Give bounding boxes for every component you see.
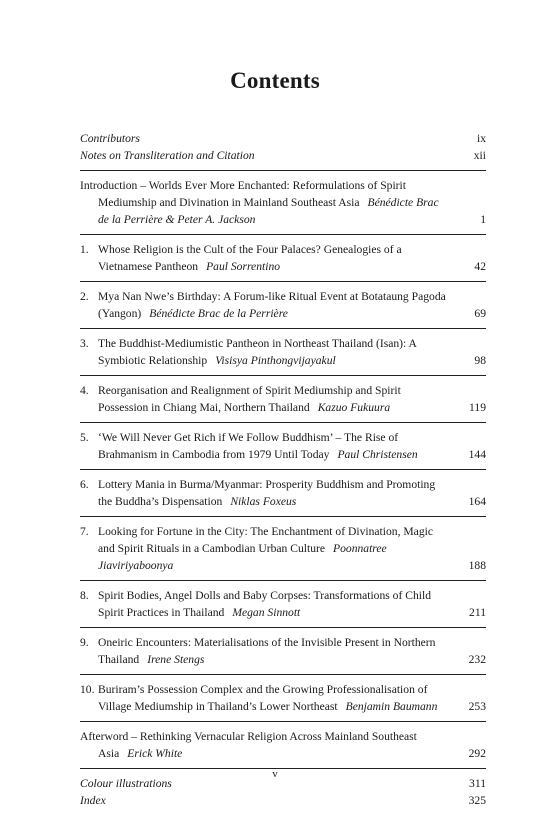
- entry-author: Megan Sinnott: [232, 606, 301, 619]
- entry-page: 69: [474, 307, 486, 320]
- chapter-number: 6.: [80, 478, 89, 491]
- entry-title: Afterword – Rethinking Vernacular Religion Across Mainland Southeast Asia: [80, 730, 417, 760]
- entry-title: Oneiric Encounters: Materialisations of the Invisible Present in Northern Thailand: [98, 636, 436, 666]
- chapter-number: 4.: [80, 384, 89, 397]
- entry-title: Reorganisation and Realignment of Spirit Mediumship and Spirit Possession in Chiang Mai, Northern Thailand: [98, 384, 401, 414]
- toc-entry-chapter-6[interactable]: [80, 470, 486, 517]
- entry-page: xii: [473, 149, 486, 162]
- page-number: v: [272, 768, 278, 780]
- toc-entry-chapter-3[interactable]: [80, 329, 486, 376]
- entry-text: [80, 681, 486, 715]
- entry-text: [80, 728, 486, 762]
- entry-title: Colour illustrations: [80, 777, 172, 790]
- toc-entry-chapter-4[interactable]: [80, 376, 486, 423]
- entry-title: Whose Religion is the Cult of the Four Palaces? Genealogies of a Vietnamese Pantheon: [98, 243, 402, 273]
- entry-title: Mya Nan Nwe’s Birthday: A Forum-like Ritual Event at Botataung Pagoda (Yangon): [98, 290, 446, 320]
- entry-page: 292: [468, 747, 486, 760]
- entry-title: Lottery Mania in Burma/Myanmar: Prosperity Buddhism and Promoting the Buddha’s Dispensation: [98, 478, 436, 508]
- entry-title: Contributors: [80, 132, 140, 145]
- entry-page: 1: [480, 213, 486, 226]
- entry-page: 164: [468, 495, 486, 508]
- entry-title: Introduction – Worlds Ever More Enchanted: Reformulations of Spirit Mediumship and Divination in Mainland Southeast Asia: [80, 179, 406, 209]
- entry-page: 311: [469, 777, 486, 790]
- entry-title: Buriram’s Possession Complex and the Growing Professionalisation of Village Mediumship in Thailand’s Lower Northeast: [98, 683, 428, 713]
- toc-entry-chapter-8[interactable]: [80, 581, 486, 628]
- toc-entry-chapter-10[interactable]: [80, 675, 486, 722]
- entry-text: [80, 177, 486, 228]
- entry-title: The Buddhist-Mediumistic Pantheon in Northeast Thailand (Isan): A Symbiotic Relationship: [98, 337, 417, 367]
- entry-author: Kazuo Fukuura: [317, 401, 391, 414]
- entry-page: 42: [474, 260, 486, 273]
- entry-page: 253: [468, 700, 486, 713]
- entry-page: 188: [468, 559, 486, 572]
- entry-page: 144: [468, 448, 486, 461]
- chapter-number: 8.: [80, 589, 89, 602]
- entry-author: Benjamin Baumann: [345, 700, 438, 713]
- chapter-number: 2.: [80, 290, 89, 303]
- toc-entry-index[interactable]: [80, 792, 486, 809]
- entry-author: Poonnatree Jiaviriyaboonya: [98, 542, 387, 572]
- entry-author: Irene Stengs: [147, 653, 205, 666]
- page-title: Contents: [230, 68, 320, 93]
- entry-page: 211: [469, 606, 486, 619]
- entry-page: ix: [476, 132, 486, 145]
- toc-entry-chapter-1[interactable]: [80, 235, 486, 282]
- toc-entry-contributors[interactable]: [80, 130, 486, 147]
- chapter-number: 7.: [80, 525, 89, 538]
- entry-author: Visisya Pinthongvijayakul: [215, 354, 336, 367]
- entry-text: [80, 476, 486, 510]
- table-of-contents: [80, 130, 486, 809]
- entry-author: Paul Christensen: [337, 448, 418, 461]
- toc-entry-chapter-2[interactable]: [80, 282, 486, 329]
- toc-entry-chapter-7[interactable]: [80, 517, 486, 581]
- chapter-number: 10.: [80, 683, 95, 696]
- entry-title: Index: [80, 794, 106, 807]
- toc-entry-afterword[interactable]: [80, 722, 486, 768]
- toc-entry-chapter-9[interactable]: [80, 628, 486, 675]
- entry-page: 232: [468, 653, 486, 666]
- entry-text: [80, 587, 486, 621]
- entry-title: Spirit Bodies, Angel Dolls and Baby Corpses: Transformations of Child Spirit Practices in Thailand: [98, 589, 432, 619]
- entry-title: Notes on Transliteration and Citation: [80, 149, 255, 162]
- entry-text: [80, 241, 486, 275]
- chapter-number: 5.: [80, 431, 89, 444]
- entry-title: ‘We Will Never Get Rich if We Follow Buddhism’ – The Rise of Brahmanism in Cambodia from 1979 Until Today: [98, 431, 399, 461]
- entry-page: 325: [468, 794, 486, 807]
- entry-text: [80, 523, 486, 574]
- chapter-number: 9.: [80, 636, 89, 649]
- entry-text: [80, 634, 486, 668]
- entry-author: Bénédicte Brac de la Perrière & Peter A. Jackson: [98, 196, 439, 226]
- entry-text: [80, 429, 486, 463]
- entry-text: [80, 288, 486, 322]
- entry-page: 119: [469, 401, 486, 414]
- chapter-number: 1.: [80, 243, 89, 256]
- toc-entries: [80, 171, 486, 768]
- chapter-number: 3.: [80, 337, 89, 350]
- entry-title: Looking for Fortune in the City: The Enchantment of Divination, Magic and Spirit Rituals in a Cambodian Urban Culture: [98, 525, 433, 555]
- entry-author: Bénédicte Brac de la Perrière: [149, 307, 288, 320]
- toc-entry-introduction[interactable]: [80, 171, 486, 235]
- entry-author: Niklas Foxeus: [230, 495, 297, 508]
- toc-entry-notes[interactable]: [80, 147, 486, 170]
- entry-page: 98: [474, 354, 486, 367]
- toc-entry-chapter-5[interactable]: [80, 423, 486, 470]
- entry-text: [80, 335, 486, 369]
- entry-author: Erick White: [127, 747, 183, 760]
- entry-author: Paul Sorrentino: [206, 260, 281, 273]
- entry-text: [80, 382, 486, 416]
